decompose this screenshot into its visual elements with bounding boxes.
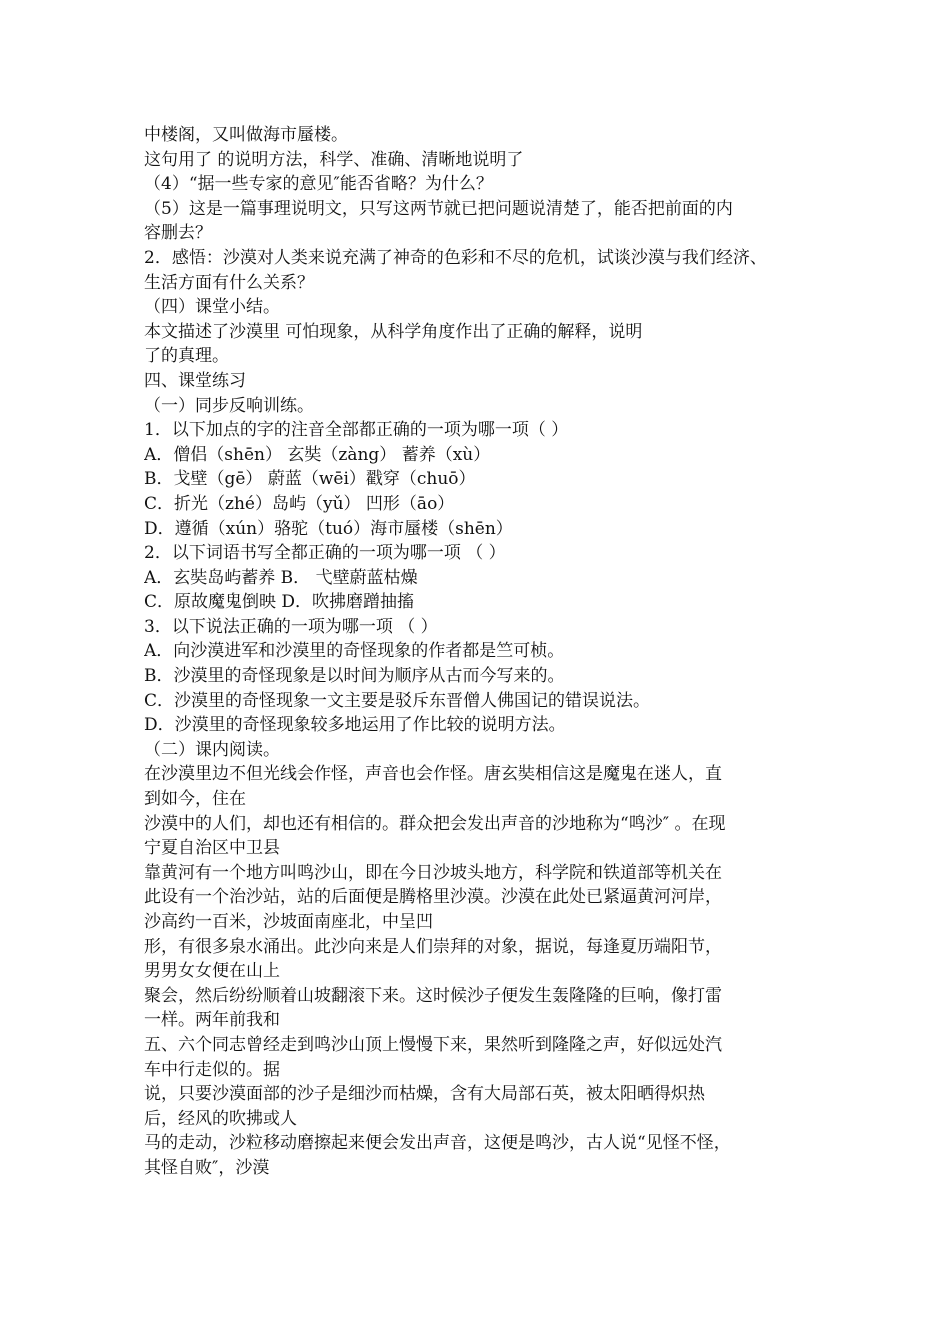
answer-option: B．沙漠里的奇怪现象是以时间为顺序从古而今写来的。 [144, 666, 565, 687]
reading-line: 沙漠中的人们，却也还有相信的。群众把会发出声音的沙地称为“鸣沙″ 。在现 [144, 813, 726, 834]
reading-line: 车中行走似的。据 [144, 1059, 280, 1080]
reading-line: 形，有很多泉水涌出。此沙向来是人们崇拜的对象，据说，每逢夏历端阳节， [144, 936, 722, 957]
section-heading: （四）课堂小结。 [144, 297, 280, 318]
section-heading: 四、课堂练习 [144, 370, 246, 391]
reading-line: 沙高约一百米，沙坡面南座北，中呈凹 [144, 912, 433, 932]
text-line: （4）“据一些专家的意见″能否省略？为什么？ [144, 174, 493, 195]
answer-option: A．玄奘岛屿蓄养 B． 弋壁蔚蓝枯燥 [144, 567, 418, 588]
text-line: 本文描述了沙漠里 可怕现象，从科学角度作出了正确的解释，说明 [144, 321, 643, 342]
answer-option: A．僧侣（shēn） 玄奘（zàng） 蓄养（xù） [144, 444, 491, 465]
question: 3．以下说法正确的一项为哪一项 （ ） [144, 616, 438, 637]
answer-option: B．戈壁（gē） 蔚蓝（wēi）戳穿（chuō） [144, 469, 476, 490]
reading-line: 马的走动，沙粒移动磨擦起来便会发出声音，这便是鸣沙，古人说“见怪不怪， [144, 1133, 731, 1154]
text-line: 2．感悟：沙漠对人类来说充满了神奇的色彩和不尽的危机，试谈沙漠与我们经济、 [144, 247, 767, 268]
reading-line: 此设有一个治沙站，站的后面便是腾格里沙漠。沙漠在此处已紧逼黄河河岸， [144, 887, 722, 908]
answer-option: C．原故魔鬼倒映 D．吹拂磨蹭抽搐 [144, 592, 415, 613]
question: 1．以下加点的字的注音全部都正确的一项为哪一项（ ） [144, 420, 569, 441]
text-line: 这句用了 的说明方法，科学、准确、清晰地说明了 [144, 149, 524, 170]
document-page [144, 123, 814, 1181]
answer-option: D．遵循（xún）骆驼（tuó）海市蜃楼（shēn） [144, 518, 513, 539]
reading-line: 一样。两年前我和 [144, 1010, 280, 1031]
reading-line: 在沙漠里边不但光线会作怪，声音也会作怪。唐玄奘相信这是魔鬼在迷人，直 [144, 764, 722, 785]
text-line: 中楼阁，又叫做海市蜃楼。 [144, 125, 348, 145]
text-line: （5）这是一篇事理说明文，只写这两节就已把问题说清楚了，能否把前面的内 [144, 198, 733, 219]
reading-line: 聚会，然后纷纷顺着山坡翻滚下来。这时候沙子便发生轰隆隆的巨响，像打雷 [144, 985, 722, 1006]
text-line: 容删去？ [144, 223, 212, 244]
reading-line: 说，只要沙漠面部的沙子是细沙而枯燥，含有大局部石英，被太阳晒得炽热 [144, 1084, 705, 1105]
reading-line: 宁夏自治区中卫县 [144, 838, 280, 859]
reading-line: 到如今，住在 [144, 789, 246, 810]
reading-line: 靠黄河有一个地方叫鸣沙山，即在今日沙坡头地方，科学院和铁道部等机关在 [144, 862, 722, 883]
text-line: 生活方面有什么关系？ [144, 272, 314, 293]
answer-option: A．向沙漠进军和沙漠里的奇怪现象的作者都是竺可桢。 [144, 641, 565, 662]
section-heading: （二）课内阅读。 [144, 739, 280, 760]
reading-line: 后，经风的吹拂或人 [144, 1108, 297, 1129]
reading-line: 五、六个同志曾经走到鸣沙山顶上慢慢下来，果然听到隆隆之声，好似远处汽 [144, 1034, 722, 1055]
answer-option: C．折光（zhé）岛屿（yǔ） 凹形（āo） [144, 493, 455, 514]
question: 2．以下词语书写全都正确的一项为哪一项 （ ） [144, 543, 506, 564]
reading-line: 男男女女便在山上 [144, 961, 280, 982]
reading-line: 其怪自败″，沙漠 [144, 1157, 270, 1178]
answer-option: C．沙漠里的奇怪现象一文主要是驳斥东晋僧人佛国记的错误说法。 [144, 690, 651, 711]
text-line: 了的真理。 [144, 346, 229, 367]
section-heading: （一）同步反响训练。 [144, 395, 314, 416]
answer-option: D．沙漠里的奇怪现象较多地运用了作比较的说明方法。 [144, 715, 566, 736]
